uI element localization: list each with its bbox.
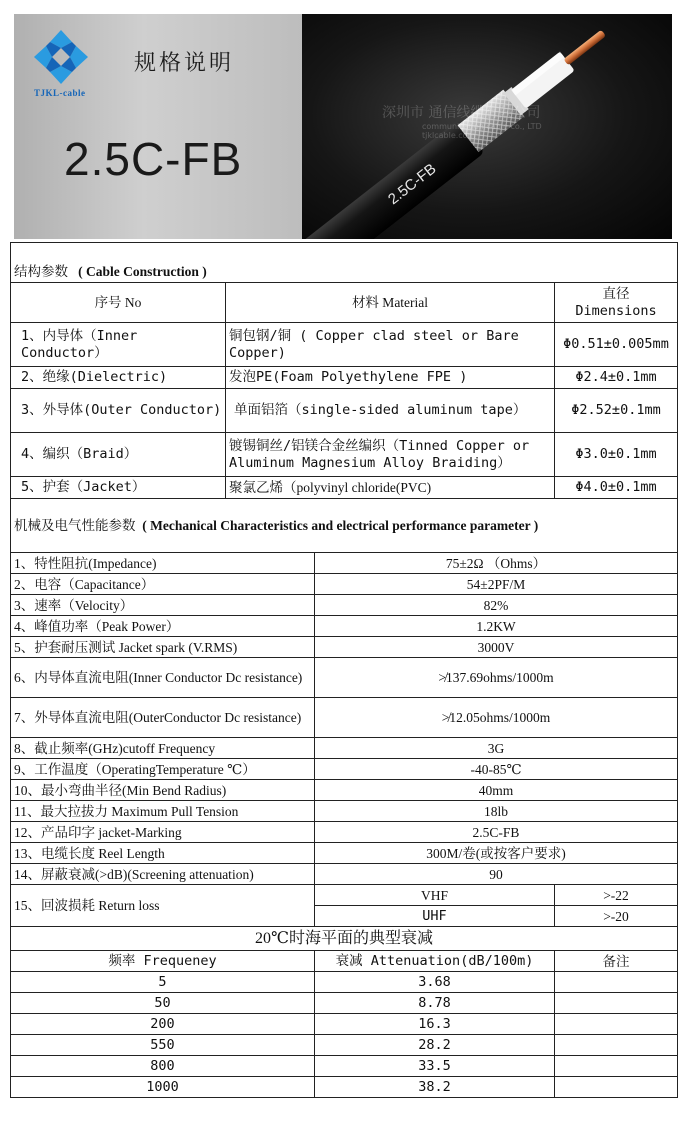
construction-header-row xyxy=(11,283,678,323)
logo-text: TJKL-cable xyxy=(34,88,86,98)
atten-value: 28.2 xyxy=(315,1035,555,1056)
construction-title-en: ( Cable Construction ) xyxy=(78,264,207,279)
banner-heading: 规格说明 xyxy=(134,51,235,76)
atten-note xyxy=(555,1035,678,1056)
table-row xyxy=(11,1035,678,1056)
atten-value: 16.3 xyxy=(315,1014,555,1035)
return-loss-vhf-label: VHF xyxy=(315,885,555,906)
mech-value: ≯137.69ohms/1000m xyxy=(315,658,678,698)
construction-dim: Φ3.0±0.1mm xyxy=(555,433,678,477)
atten-value: 38.2 xyxy=(315,1077,555,1098)
mechanical-title xyxy=(11,499,678,553)
construction-dim: Φ2.4±0.1mm xyxy=(555,367,678,389)
header-note: 备注 xyxy=(555,951,678,972)
mechanical-title-row xyxy=(11,499,678,553)
table-row xyxy=(11,658,678,698)
atten-frequency: 50 xyxy=(11,993,315,1014)
table-row xyxy=(11,433,678,477)
mech-value: 90 xyxy=(315,864,678,885)
mech-value: 300M/卷(或按客户要求) xyxy=(315,843,678,864)
construction-material: 发泡PE(Foam Polyethylene FPE ) xyxy=(226,367,555,389)
cable-print-text: 2.5C-FB xyxy=(384,160,440,209)
header-frequency: 频率 Frequeney xyxy=(11,951,315,972)
mech-value: 40mm xyxy=(315,780,678,801)
mech-value: 2.5C-FB xyxy=(315,822,678,843)
mech-value: 3000V xyxy=(315,637,678,658)
table-row xyxy=(11,822,678,843)
mech-label: 5、护套耐压测试 Jacket spark (V.RMS) xyxy=(11,637,315,658)
attenuation-title: 20℃时海平面的典型衰减 xyxy=(11,927,678,951)
table-row xyxy=(11,993,678,1014)
mech-label: 9、工作温度（OperatingTemperature ℃） xyxy=(11,759,315,780)
atten-value: 3.68 xyxy=(315,972,555,993)
table-row xyxy=(11,864,678,885)
table-row xyxy=(11,367,678,389)
table-row xyxy=(11,637,678,658)
header-dimensions xyxy=(555,283,678,323)
header-dimensions-cn: 直径 xyxy=(602,285,630,302)
table-row xyxy=(11,759,678,780)
header-attenuation: 衰减 Attenuation(dB/100m) xyxy=(315,951,555,972)
construction-title-row xyxy=(11,243,678,283)
atten-frequency: 200 xyxy=(11,1014,315,1035)
construction-material: 聚氯乙烯（polyvinyl chloride(PVC) xyxy=(226,477,555,499)
table-row xyxy=(11,780,678,801)
table-row xyxy=(11,1014,678,1035)
construction-material: 单面铝箔（single-sided aluminum tape） xyxy=(226,389,555,433)
table-row xyxy=(11,477,678,499)
mech-label: 13、电缆长度 Reel Length xyxy=(11,843,315,864)
construction-item: 2、绝缘(Dielectric) xyxy=(11,367,226,389)
banner-title-panel xyxy=(14,14,302,239)
atten-note xyxy=(555,1014,678,1035)
mech-label: 14、屏蔽衰减(>dB)(Screening attenuation) xyxy=(11,864,315,885)
table-row xyxy=(11,323,678,367)
table-row xyxy=(11,972,678,993)
mech-value: 82% xyxy=(315,595,678,616)
atten-note xyxy=(555,972,678,993)
construction-material: 铜包钢/铜 ( Copper clad steel or Bare Copper) xyxy=(226,323,555,367)
atten-frequency: 5 xyxy=(11,972,315,993)
table-row xyxy=(11,1077,678,1098)
return-loss-uhf-label: UHF xyxy=(315,906,555,927)
watermark-line: communication cable co., LTD xyxy=(422,122,542,131)
atten-frequency: 550 xyxy=(11,1035,315,1056)
atten-note xyxy=(555,1056,678,1077)
atten-frequency: 1000 xyxy=(11,1077,315,1098)
mech-value: 75±2Ω （Ohms） xyxy=(315,553,678,574)
table-row xyxy=(11,574,678,595)
cable-photo xyxy=(302,14,672,239)
mech-label: 12、产品印字 jacket-Marking xyxy=(11,822,315,843)
mech-label: 3、速率（Velocity） xyxy=(11,595,315,616)
mech-value: 54±2PF/M xyxy=(315,574,678,595)
mech-value: ≯12.05ohms/1000m xyxy=(315,698,678,738)
mech-value: -40-85℃ xyxy=(315,759,678,780)
mech-value: 3G xyxy=(315,738,678,759)
spec-table xyxy=(10,242,678,1098)
table-row xyxy=(11,843,678,864)
construction-dim: Φ2.52±0.1mm xyxy=(555,389,678,433)
tjkl-logo-icon xyxy=(32,28,90,86)
mech-label: 6、内导体直流电阻(Inner Conductor Dc resistance) xyxy=(11,658,315,698)
construction-item: 3、外导体(Outer Conductor) xyxy=(11,389,226,433)
atten-note xyxy=(555,993,678,1014)
mech-label: 10、最小弯曲半径(Min Bend Radius) xyxy=(11,780,315,801)
header-dimensions-en: Dimensions xyxy=(575,302,657,319)
mech-value: 1.2KW xyxy=(315,616,678,637)
table-row xyxy=(11,553,678,574)
mech-label: 2、电容（Capacitance） xyxy=(11,574,315,595)
header-material: 材料 Material xyxy=(226,283,555,323)
attenuation-header-row xyxy=(11,951,678,972)
mech-label: 1、特性阻抗(Impedance) xyxy=(11,553,315,574)
watermark xyxy=(382,102,542,140)
table-row xyxy=(11,801,678,822)
construction-item: 4、编织（Braid） xyxy=(11,433,226,477)
mech-label: 8、截止频率(GHz)cutoff Frequency xyxy=(11,738,315,759)
table-row xyxy=(11,738,678,759)
attenuation-title-row xyxy=(11,927,678,951)
atten-value: 33.5 xyxy=(315,1056,555,1077)
return-loss-uhf-value: >-20 xyxy=(555,906,678,927)
mech-label: 4、峰值功率（Peak Power） xyxy=(11,616,315,637)
construction-material: 镀锡铜丝/铝镁合金丝编织（Tinned Copper or Aluminum Magnesium Alloy Braiding） xyxy=(226,433,555,477)
mechanical-title-cn: 机械及电气性能参数 xyxy=(14,517,136,533)
header-no: 序号 No xyxy=(11,283,226,323)
atten-frequency: 800 xyxy=(11,1056,315,1077)
banner-model-number: 2.5C-FB xyxy=(64,133,243,185)
construction-title-cn: 结构参数 xyxy=(14,264,68,279)
return-loss-vhf-value: >-22 xyxy=(555,885,678,906)
mech-label: 7、外导体直流电阻(OuterConductor Dc resistance) xyxy=(11,698,315,738)
table-row xyxy=(11,698,678,738)
construction-item: 5、护套（Jacket） xyxy=(11,477,226,499)
construction-title xyxy=(11,243,678,283)
mechanical-title-en: ( Mechanical Characteristics and electrical performance parameter ) xyxy=(142,517,539,533)
mech-label: 11、最大拉拔力 Maximum Pull Tension xyxy=(11,801,315,822)
table-row xyxy=(11,389,678,433)
atten-note xyxy=(555,1077,678,1098)
table-row xyxy=(11,595,678,616)
table-row xyxy=(11,616,678,637)
header-banner xyxy=(14,14,672,239)
construction-dim: Φ4.0±0.1mm xyxy=(555,477,678,499)
watermark-line: tjklcable.com xyxy=(422,131,476,140)
construction-item: 1、内导体（Inner Conductor） xyxy=(11,323,226,367)
mech-value: 18lb xyxy=(315,801,678,822)
construction-dim: Φ0.51±0.005mm xyxy=(555,323,678,367)
watermark-line: 深圳市 通信线缆有限公司 xyxy=(382,105,541,121)
atten-value: 8.78 xyxy=(315,993,555,1014)
table-row xyxy=(11,885,678,906)
return-loss-label: 15、回波损耗 Return loss xyxy=(11,885,315,927)
table-row xyxy=(11,1056,678,1077)
